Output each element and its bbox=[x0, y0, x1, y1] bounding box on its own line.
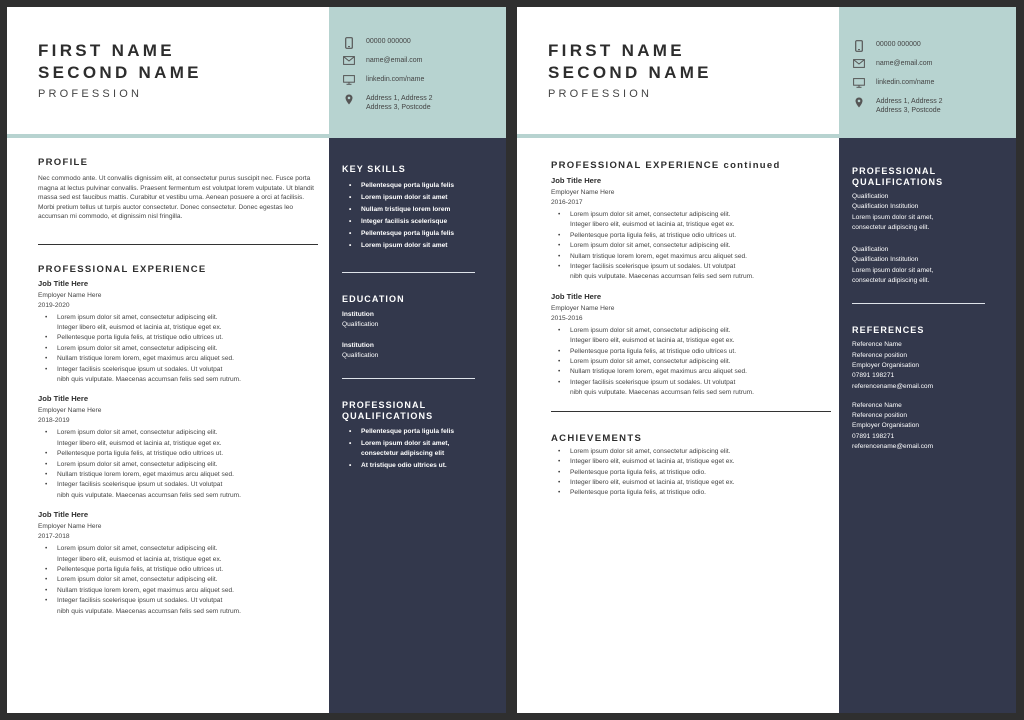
list-item: • Nullam tristique lorem lorem, eget maximus arcu aliquet sed. bbox=[38, 470, 318, 480]
list-item: • Lorem ipsum dolor sit amet bbox=[342, 192, 496, 204]
skills-heading: KEY SKILLS bbox=[342, 164, 406, 174]
list-item: • Lorem ipsum dolor sit amet, consectetur adipiscing elit. bbox=[551, 241, 831, 251]
job-title: Job Title Here bbox=[38, 510, 89, 520]
address-text: Address 1, Address 2 Address 3, Postcode bbox=[876, 98, 943, 114]
full-name: FIRST NAME SECOND NAME bbox=[38, 41, 202, 82]
list-item: • Lorem ipsum dolor sit amet, consectetur adipiscing elit. bbox=[38, 344, 318, 354]
list-item: • Nullam tristique lorem lorem, eget maximus arcu aliquet sed. bbox=[38, 354, 318, 364]
list-item: • Lorem ipsum dolor sit amet, consectetur adipiscing elit. Integer libero elit, euismod et lacinia at, tristique eget ex. bbox=[551, 210, 831, 231]
contact-list bbox=[852, 40, 1010, 122]
location-pin-icon bbox=[342, 94, 356, 106]
list-item: • Pellentesque porta ligula felis, at tristique odio. bbox=[551, 468, 831, 478]
list-item: • Nullam tristique lorem lorem, eget maximus arcu aliquet sed. bbox=[38, 586, 318, 596]
list-item: • Nullam tristique lorem lorem bbox=[342, 204, 496, 216]
job-title: Job Title Here bbox=[551, 176, 602, 185]
contact-panel bbox=[839, 7, 1016, 138]
list-item: • Lorem ipsum dolor sit amet, consectetur adipiscing elit. bbox=[38, 460, 318, 470]
list-item: • Integer facilisis scelerisque bbox=[342, 216, 496, 228]
contact-list bbox=[342, 37, 500, 119]
list-item: • Integer facilisis scelerisque ipsum ut sodales. Ut volutpat nibh quis vulputate. Maecenas accumsan felis sed sem rutrum. bbox=[38, 365, 318, 386]
job-bullets bbox=[551, 210, 831, 283]
mail-icon bbox=[852, 59, 866, 71]
contact-email bbox=[342, 56, 500, 68]
sidebar bbox=[839, 138, 1016, 713]
job-dates: 2018-2019 bbox=[38, 417, 70, 425]
contact-linkedin bbox=[852, 78, 1010, 90]
experience-heading: PROFESSIONAL EXPERIENCE bbox=[38, 263, 207, 275]
sidebar-content bbox=[342, 164, 496, 473]
resume-page-1 bbox=[7, 7, 506, 713]
email-text[interactable]: name@email.com bbox=[366, 57, 423, 64]
resume-page-2 bbox=[517, 7, 1016, 713]
mail-icon bbox=[342, 56, 356, 68]
address-text: Address 1, Address 2 Address 3, Postcode bbox=[366, 95, 433, 111]
phone-text[interactable]: 00000 000000 bbox=[876, 41, 921, 48]
main-column bbox=[38, 157, 318, 626]
contact-linkedin bbox=[342, 75, 500, 87]
job-entry bbox=[551, 176, 831, 283]
profession: PROFESSION bbox=[38, 88, 143, 100]
list-item: • Integer facilisis scelerisque ipsum ut sodales. Ut volutpat nibh quis vulputate. Maecenas accumsan felis sed sem rutrum. bbox=[38, 480, 318, 501]
job-entry bbox=[38, 279, 318, 386]
header-divider bbox=[517, 134, 839, 138]
list-item: • Integer libero elit, euismod et lacinia at, tristique eget ex. bbox=[551, 457, 831, 467]
list-item: • Lorem ipsum dolor sit amet, consectetur adipiscing elit. bbox=[551, 447, 831, 457]
references-heading: REFERENCES bbox=[852, 325, 925, 336]
reference-entry: Reference Name Reference position Employer Organisation 07891 198271 referencename@email.com bbox=[852, 401, 934, 451]
job-dates: 2016-2017 bbox=[551, 199, 583, 206]
list-item: • Integer facilisis scelerisque ipsum ut sodales. Ut volutpat nibh quis vulputate. Maecenas accumsan felis sed sem rutrum. bbox=[551, 262, 831, 283]
phone-text[interactable]: 00000 000000 bbox=[366, 38, 411, 45]
sidebar-divider bbox=[342, 378, 475, 379]
list-item: • Pellentesque porta ligula felis, at tristique odio ultrices ut. bbox=[38, 565, 318, 575]
section-divider bbox=[38, 244, 318, 245]
list-item: • Integer facilisis scelerisque ipsum ut sodales. Ut volutpat nibh quis vulputate. Maecenas accumsan felis sed sem rutrum. bbox=[551, 378, 831, 399]
institution: Institution bbox=[342, 311, 374, 318]
job-bullets bbox=[38, 428, 318, 501]
list-item: • Lorem ipsum dolor sit amet, consectetur adipiscing elit. Integer libero elit, euismod et lacinia at, tristique eget ex. bbox=[38, 544, 318, 565]
achievements-list bbox=[551, 447, 831, 499]
qualification-entry: Qualification Qualification Institution Lorem ipsum dolor sit amet, consectetur adipiscing elit. bbox=[852, 246, 934, 285]
phone-icon bbox=[342, 37, 356, 49]
profession: PROFESSION bbox=[548, 88, 653, 100]
contact-email bbox=[852, 59, 1010, 71]
job-title: Job Title Here bbox=[551, 291, 602, 301]
qualifications-list bbox=[342, 427, 482, 471]
qualification: Qualification bbox=[342, 321, 379, 328]
monitor-icon bbox=[852, 78, 866, 90]
employer: Employer Name Here bbox=[38, 291, 102, 299]
contact-address bbox=[852, 97, 1010, 115]
location-pin-icon bbox=[852, 97, 866, 109]
monitor-icon bbox=[342, 75, 356, 87]
list-item: • Lorem ipsum dolor sit amet, consectetur adipiscing elit. Integer libero elit, euismod et lacinia at, tristique eget ex. bbox=[38, 313, 318, 334]
list-item: • Lorem ipsum dolor sit amet, consectetur adipiscing elit. bbox=[551, 357, 831, 367]
reference-entry: Reference Name Reference position Employer Organisation 07891 198271 referencename@email.com bbox=[852, 341, 934, 390]
list-item: • Lorem ipsum dolor sit amet, consectetur adipiscing elit. bbox=[38, 575, 318, 585]
list-item: • Lorem ipsum dolor sit amet, consectetur adipiscing elit. Integer libero elit, euismod et lacinia at, tristique eget ex. bbox=[38, 428, 318, 449]
job-title: Job Title Here bbox=[38, 394, 89, 404]
job-bullets bbox=[38, 313, 318, 386]
header-divider bbox=[7, 134, 329, 138]
employer: Employer Name Here bbox=[38, 407, 102, 415]
contact-phone bbox=[342, 37, 500, 49]
linkedin-text[interactable]: linkedin.com/name bbox=[876, 79, 935, 86]
list-item: • Lorem ipsum dolor sit amet, consectetur adipiscing elit. Integer libero elit, euismod et lacinia at, tristique eget ex. bbox=[551, 326, 831, 347]
list-item: • Pellentesque porta ligula felis, at tristique odio ultrices ut. bbox=[38, 333, 318, 343]
achievements-heading: ACHIEVEMENTS bbox=[551, 432, 643, 444]
section-divider bbox=[551, 411, 831, 412]
list-item: • Integer libero elit, euismod et lacinia at, tristique eget ex. bbox=[551, 478, 831, 488]
list-item: • Pellentesque porta ligula felis, at tristique odio ultrices ut. bbox=[38, 449, 318, 459]
job-title: Job Title Here bbox=[38, 278, 89, 288]
list-item: • Nullam tristique lorem lorem, eget maximus arcu aliquet sed. bbox=[551, 252, 831, 262]
job-dates: 2015-2016 bbox=[551, 314, 583, 322]
email-text[interactable]: name@email.com bbox=[876, 60, 933, 67]
employer: Employer Name Here bbox=[38, 523, 102, 531]
phone-icon bbox=[852, 40, 866, 52]
list-item: • Pellentesque porta ligula felis bbox=[342, 180, 496, 192]
experience-heading: PROFESSIONAL EXPERIENCE continued bbox=[551, 160, 781, 171]
employer: Employer Name Here bbox=[551, 189, 615, 196]
list-item: • Integer facilisis scelerisque ipsum ut sodales. Ut volutpat nibh quis vulputate. Maecenas accumsan felis sed sem rutrum. bbox=[38, 596, 318, 617]
job-dates: 2017-2018 bbox=[38, 533, 70, 541]
list-item: • Nullam tristique lorem lorem, eget maximus arcu aliquet sed. bbox=[551, 367, 831, 377]
job-bullets bbox=[551, 326, 831, 399]
contact-phone bbox=[852, 40, 1010, 52]
job-bullets bbox=[38, 544, 318, 617]
sidebar-divider bbox=[342, 272, 475, 273]
qualifications-heading: PROFESSIONAL QUALIFICATIONS bbox=[342, 400, 434, 421]
qualification-entry: Qualification Qualification Institution Lorem ipsum dolor sit amet, consectetur adipiscing elit. bbox=[852, 193, 934, 231]
sidebar-content bbox=[852, 166, 1006, 452]
list-item: • Pellentesque porta ligula felis, at tristique odio ultrices ut. bbox=[551, 347, 831, 357]
list-item: • At tristique odio ultrices ut. bbox=[342, 461, 482, 471]
qualifications-heading: PROFESSIONAL QUALIFICATIONS bbox=[852, 166, 944, 187]
list-item: • Pellentesque porta ligula felis, at tristique odio ultrices ut. bbox=[551, 231, 831, 241]
job-entry bbox=[38, 510, 318, 617]
sidebar-divider bbox=[852, 303, 985, 304]
contact-panel bbox=[329, 7, 506, 138]
job-entry bbox=[551, 292, 831, 399]
contact-address bbox=[342, 94, 500, 112]
employer: Employer Name Here bbox=[551, 304, 615, 312]
linkedin-text[interactable]: linkedin.com/name bbox=[366, 76, 425, 83]
profile-text: Nec commodo ante. Ut convallis dignissim elit, at consectetur purus suscipit nec. Fusce porta magna at lectus pulvinar convallis. Praesent fermentum est volutpat lorem vulputate. Ut blandit massa sed est faucibus mattis. Curabitur et vestibu urna. Aenean posuere a orci at facilisis. Morbi pretium tellus ut turpis auctor consectetur. Donec consectetur. Donec egestas leo accumsan mi commodo, et dignissim nisl fringilla. bbox=[38, 175, 314, 220]
job-dates: 2019-2020 bbox=[38, 301, 70, 309]
list-item: • Pellentesque porta ligula felis bbox=[342, 228, 496, 240]
main-column bbox=[551, 160, 831, 508]
skills-list bbox=[342, 180, 496, 252]
job-entry bbox=[38, 394, 318, 501]
list-item: • Pellentesque porta ligula felis bbox=[342, 427, 482, 437]
sidebar bbox=[329, 138, 506, 713]
profile-heading: PROFILE bbox=[38, 157, 89, 168]
list-item: • Lorem ipsum dolor sit amet, consectetur adipiscing elit bbox=[342, 439, 482, 459]
list-item: • Lorem ipsum dolor sit amet bbox=[342, 240, 496, 252]
education-heading: EDUCATION bbox=[342, 294, 405, 304]
list-item: • Pellentesque porta ligula felis, at tristique odio. bbox=[551, 488, 831, 498]
institution: Institution bbox=[342, 342, 374, 349]
qualification: Qualification bbox=[342, 352, 379, 359]
full-name: FIRST NAME SECOND NAME bbox=[548, 41, 712, 82]
